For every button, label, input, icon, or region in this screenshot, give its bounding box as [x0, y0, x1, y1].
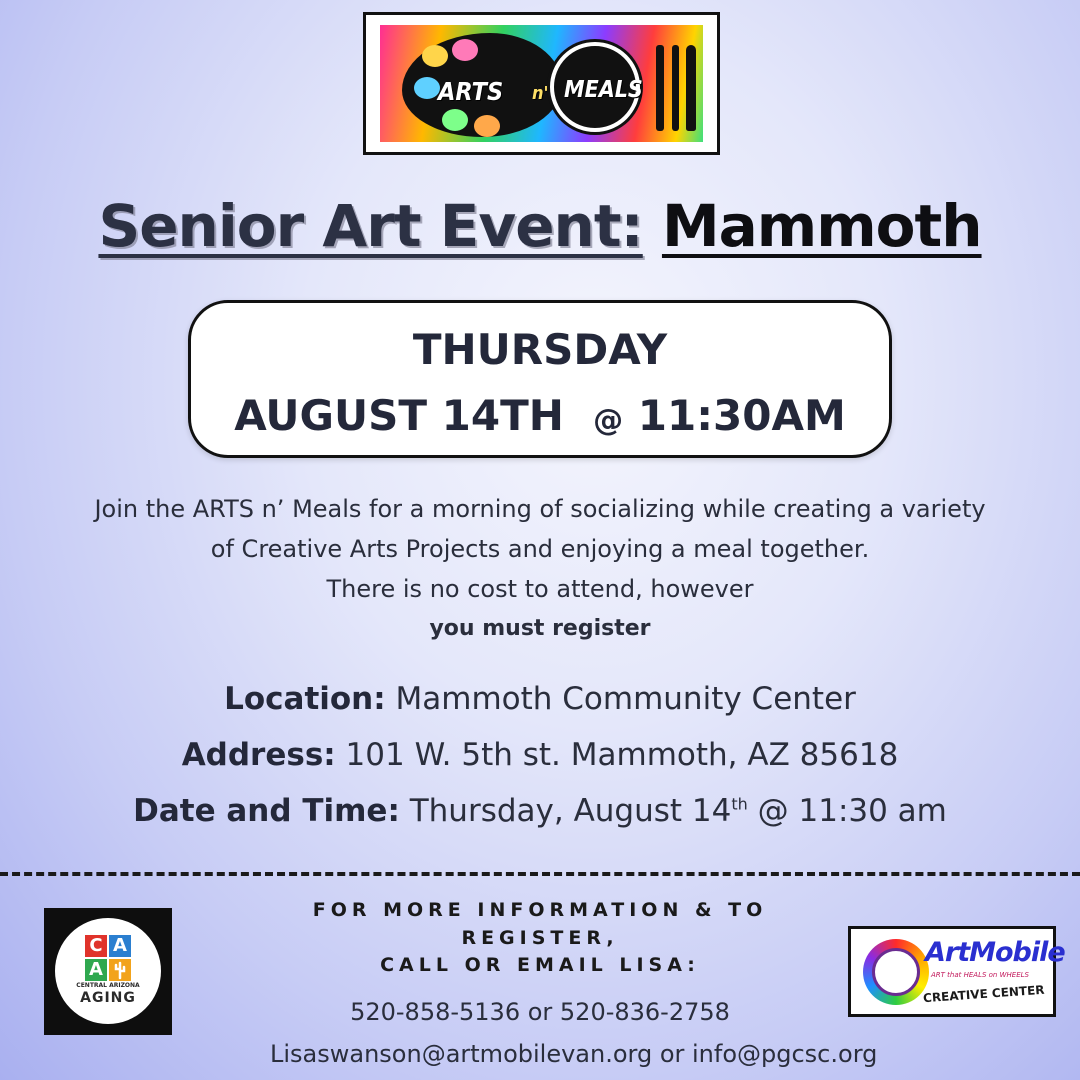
event-date: AUGUST 14TH	[234, 391, 564, 440]
register-notice: you must register	[429, 616, 651, 641]
location-value: Mammoth Community Center	[395, 681, 856, 717]
address-value: 101 W. 5th st. Mammoth, AZ 85618	[345, 737, 899, 773]
description-line-1: Join the ARTS n’ Meals for a morning of socializing while creating a variety	[94, 495, 986, 523]
caa-tagline: CENTRAL ARIZONA	[76, 982, 140, 989]
date-time-box	[188, 300, 892, 458]
artmobile-name: ArtMobile	[925, 937, 1065, 968]
artmobile-logo	[848, 926, 1065, 1017]
event-datetime	[191, 391, 889, 440]
address-line	[0, 737, 1080, 773]
knife-icon	[672, 45, 679, 131]
fork-icon	[656, 45, 664, 131]
logo-word-n: n'	[532, 83, 549, 104]
page-title	[0, 192, 1080, 260]
title-prefix: Senior Art Event:	[98, 192, 643, 260]
caa-aging-text: AGING	[80, 990, 136, 1006]
address-label: Address:	[181, 737, 336, 773]
title-location: Mammoth	[661, 192, 982, 260]
datetime-suffix: th	[731, 794, 748, 814]
contact-heading-1: FOR MORE INFORMATION & TO	[312, 899, 768, 921]
datetime-label: Date and Time:	[133, 793, 400, 829]
wheel-icon	[863, 939, 929, 1005]
contact-heading-3: CALL OR EMAIL LISA:	[380, 954, 700, 976]
description-line-3: There is no cost to attend, however	[326, 575, 754, 603]
caa-letter-a1: A	[109, 935, 131, 957]
logo-word-arts: ARTS	[438, 77, 504, 106]
email-addresses[interactable]: Lisaswanson@artmobilevan.org or info@pgcsc.org	[270, 1040, 878, 1068]
caa-letter-a2: A	[85, 959, 107, 981]
location-line	[0, 681, 1080, 717]
description-line-2: of Creative Arts Projects and enjoying a meal together.	[210, 535, 870, 563]
datetime-time: @ 11:30 am	[757, 793, 947, 829]
logo-word-meals: MEALS	[564, 77, 643, 103]
artmobile-center: CREATIVE CENTER	[922, 982, 1045, 1006]
arts-n-meals-logo	[363, 12, 720, 155]
location-label: Location:	[224, 681, 386, 717]
at-symbol: @	[593, 403, 624, 438]
caa-letter-c: C	[85, 935, 107, 957]
central-arizona-aging-logo	[44, 908, 172, 1035]
event-time: 11:30AM	[637, 391, 846, 440]
event-day: THURSDAY	[412, 325, 668, 374]
cactus-icon	[109, 959, 131, 981]
spoon-icon	[686, 45, 696, 131]
artmobile-subtitle: ART that HEALS on WHEELS	[931, 971, 1029, 979]
datetime-value: Thursday, August 14	[409, 793, 732, 829]
phone-numbers[interactable]: 520-858-5136 or 520-836-2758	[350, 998, 730, 1026]
datetime-line	[0, 793, 1080, 829]
contact-heading-2: REGISTER,	[461, 927, 619, 949]
dashed-divider	[0, 872, 1080, 876]
logo-artwork	[380, 25, 703, 142]
caa-emblem	[55, 918, 161, 1024]
